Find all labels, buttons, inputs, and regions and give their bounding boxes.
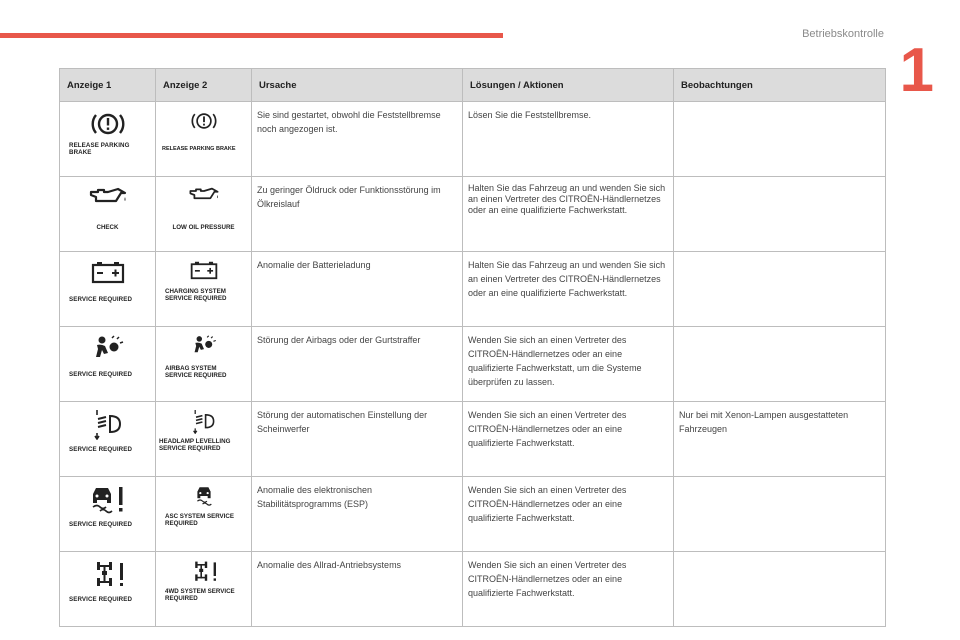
- column-header: Anzeige 2: [156, 69, 252, 102]
- cause-cell: Anomalie der Batterieladung: [252, 252, 463, 327]
- cause-cell: Anomalie des elektronischen Stabilitätsprogramms (ESP): [252, 477, 463, 552]
- indicator-caption: CHARGING SYSTEM SERVICE REQUIRED: [165, 288, 227, 302]
- table-row: [60, 477, 886, 552]
- column-header: Ursache: [252, 69, 463, 102]
- indicator-caption: SERVICE REQUIRED: [69, 296, 133, 303]
- headlamp-icon: [191, 410, 217, 434]
- indicator-1-cell: [60, 552, 156, 627]
- battery-icon: [190, 260, 218, 280]
- indicator-2-cell: [156, 402, 252, 477]
- indicator-caption: SERVICE REQUIRED: [69, 446, 133, 453]
- cause-cell: Sie sind gestartet, obwohl die Feststellbremse noch angezogen ist.: [252, 102, 463, 177]
- action-cell: Lösen Sie die Feststellbremse.: [463, 102, 674, 177]
- indicator-caption: 4WD SYSTEM SERVICE REQUIRED: [165, 588, 235, 602]
- table-row: [60, 327, 886, 402]
- indicator-caption: SERVICE REQUIRED: [69, 521, 133, 528]
- table-row: [60, 102, 886, 177]
- table-header-row: [60, 69, 886, 102]
- indicator-caption: RELEASE PARKING BRAKE: [69, 142, 130, 156]
- top-accent-bar: [0, 33, 503, 38]
- note-cell: [674, 102, 886, 177]
- table-row: [60, 552, 886, 627]
- cause-cell: Zu geringer Öldruck oder Funktionsstörung im Ölkreislauf: [252, 177, 463, 252]
- headlamp-icon: [92, 410, 124, 440]
- section-title: Betriebskontrolle: [802, 28, 884, 40]
- esp-skid-icon: [88, 485, 128, 515]
- note-cell: [674, 477, 886, 552]
- indicator-1-cell: [60, 177, 156, 252]
- indicator-2-cell: [156, 102, 252, 177]
- column-header: Anzeige 1: [60, 69, 156, 102]
- cause-cell: Anomalie des Allrad-Antriebsystems: [252, 552, 463, 627]
- parking-brake-icon: [191, 110, 217, 132]
- indicator-1-cell: [60, 477, 156, 552]
- indicator-2-cell: [156, 252, 252, 327]
- battery-icon: [91, 260, 125, 284]
- airbag-icon: [92, 335, 124, 363]
- indicator-1-cell: [60, 252, 156, 327]
- column-header: Lösungen / Aktionen: [463, 69, 674, 102]
- table-row: [60, 402, 886, 477]
- indicator-2-cell: [156, 477, 252, 552]
- note-cell: [674, 552, 886, 627]
- 4wd-icon: [190, 560, 218, 584]
- cause-cell: Störung der Airbags oder der Gurtstraffer: [252, 327, 463, 402]
- esp-skid-icon: [193, 485, 215, 507]
- oil-can-icon: [88, 185, 128, 209]
- airbag-icon: [191, 335, 217, 357]
- table-row: [60, 177, 886, 252]
- action-cell: Wenden Sie sich an einen Vertreter des CITROËN-Händlernetzes oder an eine qualifizierte Fachwerkstatt.: [463, 552, 674, 627]
- indicator-2-cell: [156, 327, 252, 402]
- note-cell: Nur bei mit Xenon-Lampen ausgestatteten Fahrzeugen: [674, 402, 886, 477]
- indicator-caption: AIRBAG SYSTEM SERVICE REQUIRED: [165, 365, 227, 379]
- note-cell: [674, 252, 886, 327]
- action-cell: Wenden Sie sich an einen Vertreter des CITROËN-Händlernetzes oder an eine qualifizierte Fachwerkstatt.: [463, 477, 674, 552]
- indicator-2-cell: [156, 177, 252, 252]
- note-cell: [674, 327, 886, 402]
- parking-brake-icon: [91, 110, 125, 138]
- 4wd-icon: [91, 560, 125, 590]
- warning-lights-table: [59, 68, 886, 627]
- action-cell: Halten Sie das Fahrzeug an und wenden Sie sich an einen Vertreter des CITROËN-Händlernetzes oder an eine qualifizierte Fachwerkstatt.: [463, 252, 674, 327]
- note-cell: [674, 177, 886, 252]
- indicator-1-cell: [60, 327, 156, 402]
- column-header: Beobachtungen: [674, 69, 886, 102]
- cause-cell: Störung der automatischen Einstellung der Scheinwerfer: [252, 402, 463, 477]
- indicator-caption: LOW OIL PRESSURE: [172, 224, 235, 231]
- indicator-1-cell: [60, 402, 156, 477]
- chapter-number: 1: [899, 36, 934, 105]
- indicator-caption: SERVICE REQUIRED: [69, 596, 133, 603]
- indicator-2-cell: [156, 552, 252, 627]
- action-cell: Halten Sie das Fahrzeug an und wenden Sie sich an einen Vertreter des CITROËN-Händlernetzes oder an eine qualifizierte Fachwerkstatt.: [463, 177, 674, 252]
- indicator-caption: ASC SYSTEM SERVICE REQUIRED: [165, 513, 234, 527]
- indicator-caption: RELEASE PARKING BRAKE: [162, 146, 236, 152]
- table-row: [60, 252, 886, 327]
- indicator-1-cell: [60, 102, 156, 177]
- oil-can-icon: [188, 185, 220, 205]
- indicator-caption: SERVICE REQUIRED: [69, 371, 133, 378]
- indicator-caption: HEADLAMP LEVELLING SERVICE REQUIRED: [159, 438, 231, 452]
- indicator-caption: CHECK: [96, 224, 119, 231]
- action-cell: Wenden Sie sich an einen Vertreter des CITROËN-Händlernetzes oder an eine qualifizierte Fachwerkstatt, um die Systeme überprüfen zu lassen.: [463, 327, 674, 402]
- action-cell: Wenden Sie sich an einen Vertreter des CITROËN-Händlernetzes oder an eine qualifizierte Fachwerkstatt.: [463, 402, 674, 477]
